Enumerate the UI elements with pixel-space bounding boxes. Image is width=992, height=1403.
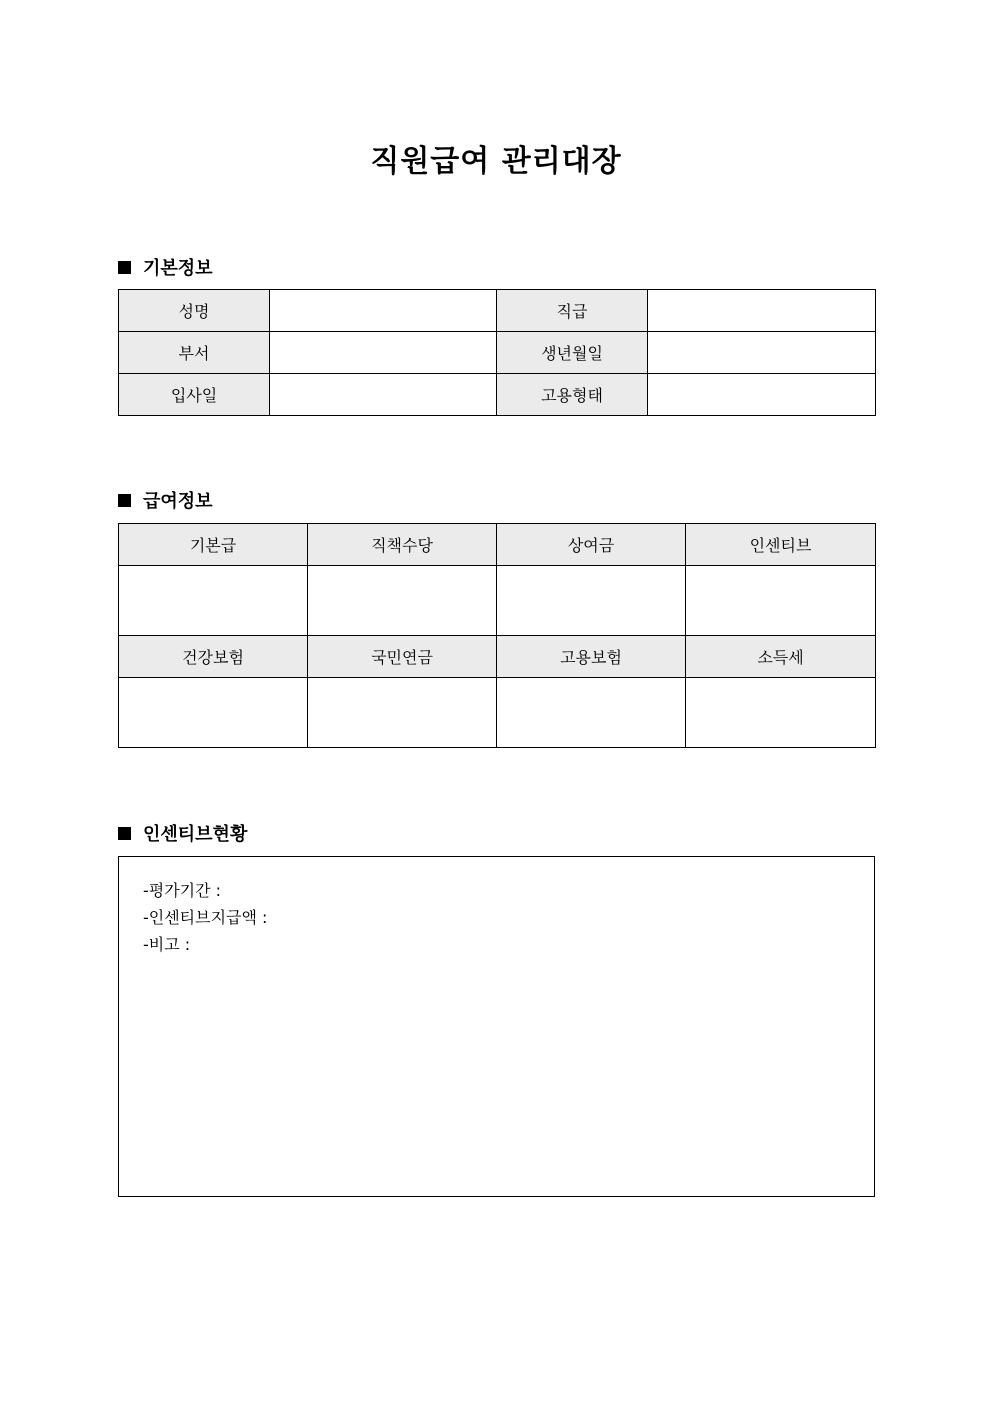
- national-pension-field[interactable]: [308, 678, 497, 748]
- evaluation-period-line: -평가기간 :: [143, 881, 222, 900]
- square-bullet-icon: [118, 827, 131, 840]
- position-label: 직급: [497, 290, 648, 332]
- base-pay-field[interactable]: [119, 566, 308, 636]
- birthdate-label: 생년월일: [497, 332, 648, 374]
- position-field[interactable]: [648, 290, 876, 332]
- name-field[interactable]: [270, 290, 497, 332]
- position-allowance-label: 직책수당: [308, 524, 497, 566]
- hire-date-label: 입사일: [119, 374, 270, 416]
- income-tax-field[interactable]: [686, 678, 876, 748]
- remarks-line: -비고 :: [143, 935, 191, 954]
- square-bullet-icon: [118, 261, 131, 274]
- employment-insurance-label: 고용보험: [497, 636, 686, 678]
- bonus-field[interactable]: [497, 566, 686, 636]
- page-title: 직원급여 관리대장: [370, 144, 622, 179]
- table-row: [119, 524, 876, 566]
- basic-info-table: [118, 289, 876, 416]
- section-heading-basic-label: 기본정보: [143, 258, 213, 279]
- table-row: [119, 636, 876, 678]
- health-insurance-label: 건강보험: [119, 636, 308, 678]
- department-label: 부서: [119, 332, 270, 374]
- name-label: 성명: [119, 290, 270, 332]
- bonus-label: 상여금: [497, 524, 686, 566]
- section-heading-salary-label: 급여정보: [143, 491, 213, 512]
- section-heading-incentive-label: 인센티브현황: [143, 824, 248, 845]
- section-heading-basic: [118, 254, 213, 280]
- table-row: [119, 290, 876, 332]
- table-row: [119, 374, 876, 416]
- incentive-field[interactable]: [686, 566, 876, 636]
- birthdate-field[interactable]: [648, 332, 876, 374]
- national-pension-label: 국민연금: [308, 636, 497, 678]
- incentive-status-box[interactable]: [118, 856, 875, 1197]
- position-allowance-field[interactable]: [308, 566, 497, 636]
- table-row: [119, 678, 876, 748]
- base-pay-label: 기본급: [119, 524, 308, 566]
- department-field[interactable]: [270, 332, 497, 374]
- health-insurance-field[interactable]: [119, 678, 308, 748]
- salary-info-table: [118, 523, 876, 748]
- incentive-label: 인센티브: [686, 524, 876, 566]
- section-heading-salary: [118, 487, 213, 513]
- section-heading-incentive: [118, 820, 247, 846]
- employment-type-field[interactable]: [648, 374, 876, 416]
- table-row: [119, 332, 876, 374]
- employment-type-label: 고용형태: [497, 374, 648, 416]
- hire-date-field[interactable]: [270, 374, 497, 416]
- table-row: [119, 566, 876, 636]
- incentive-amount-line: -인센티브지급액 :: [143, 908, 268, 927]
- employment-insurance-field[interactable]: [497, 678, 686, 748]
- income-tax-label: 소득세: [686, 636, 876, 678]
- incentive-lines: [143, 877, 267, 958]
- square-bullet-icon: [118, 494, 131, 507]
